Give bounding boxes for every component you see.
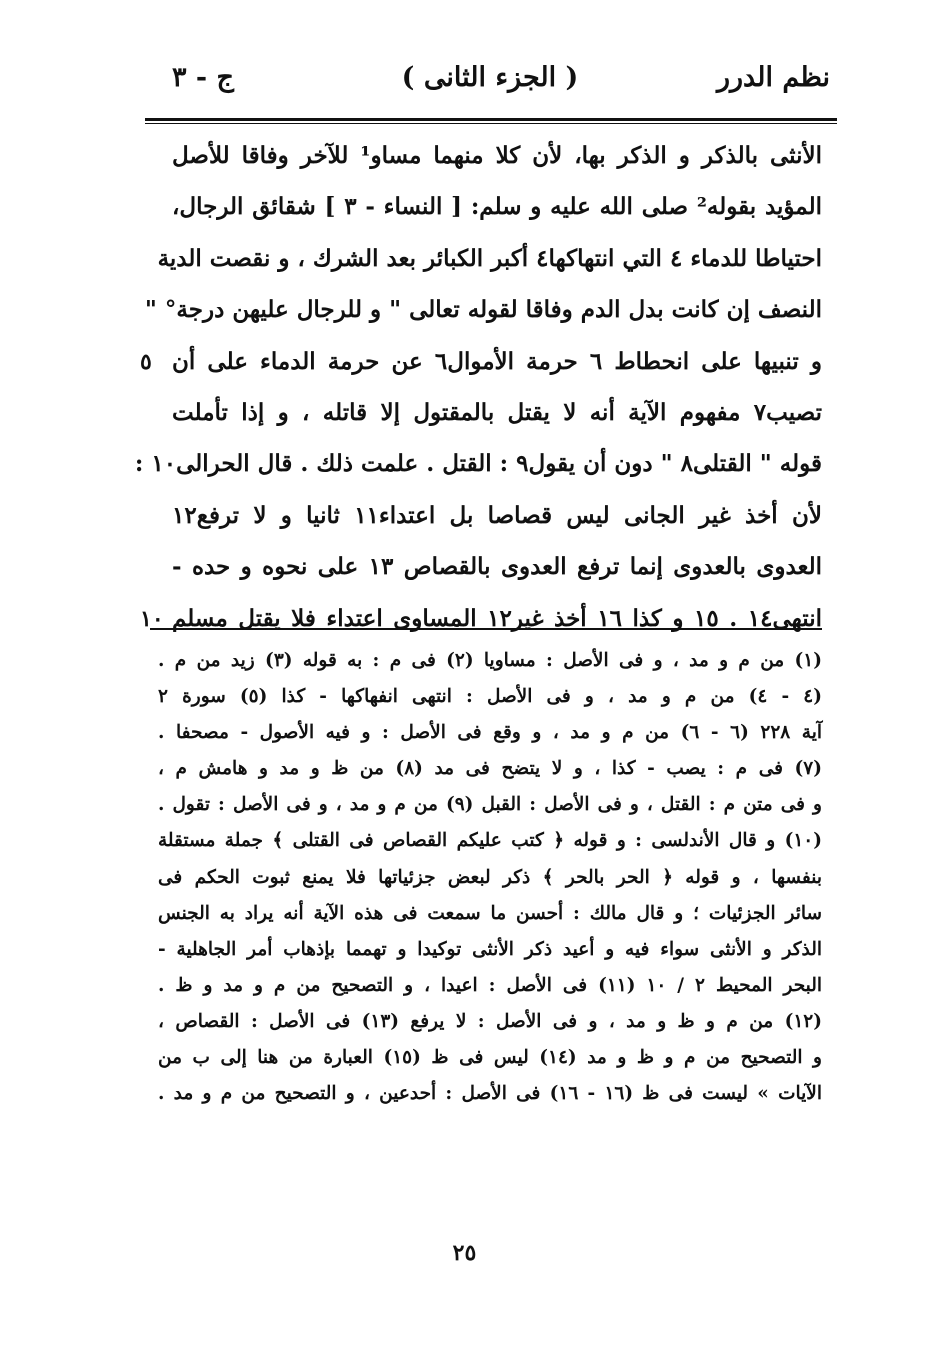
footnote-line: الآيات » ليست فى ظ (١٦ - ١٦) فى الأصل : أحدعين ، و التصحيح من م و مد . — [158, 1083, 822, 1105]
page-header — [150, 62, 830, 108]
footnote-line: و التصحيح من م و ظ و مد (١٤) ليس فى ظ (١٥) العبارة من هنا إلى ب من — [158, 1047, 822, 1069]
text-line: انتهى١٤ . ١٥ و كذا ١٦ أخذ غير١٢ المساوى اعتداء فلا يقتل مسلم — [172, 604, 823, 632]
footnote-line: (٤ - ٤) من م و مد ، و فى الأصل : انتهى انفهاكها - كذا (٥) سورة ٢ — [158, 686, 822, 708]
header-divider — [145, 118, 837, 124]
text-line: قوله " القتلى٨ " دون أن يقول٩ : القتل . علمت ذلك . قال الحرالى١٠ : — [134, 450, 822, 478]
text-line: و تنبيها على انحطاط ٦ حرمة الأموال٦ عن حرمة الدماء على أن — [172, 347, 823, 375]
footnote-line: آية ٢٢٨ (٦ - ٦) من م و مد ، و وقع فى الأصل : و فيه الأصول - مصحفا . — [158, 722, 822, 744]
line-number-5: ٥ — [140, 349, 152, 375]
footnote-line: بنفسها ، و قوله ﴿ الحر بالحر ﴾ ذكر لبعض جزئياتها فلا يمنع ثبوت الحكم فى — [158, 866, 822, 888]
footnote-line: (١) من م و مد ، و فى الأصل : مساويا (٢) فى م : به قوله (٣) زيد من م . — [158, 650, 822, 671]
footnotes — [158, 643, 822, 1112]
book-title: نظم الدرر — [716, 62, 830, 93]
text-line: احتياطا للدماء ٤ التي انتهاكها٤ أكبر الكبائر بعد الشرك ، و نقصت الدية — [157, 244, 822, 272]
page-number: ٢٥ — [452, 1240, 477, 1266]
footnote-line: (٧) فى م : يصب - كذا ، و لا يتضح فى مد (٨) من ظ و مد و هامش م ، — [158, 758, 822, 780]
footnote-line: سائر الجزئيات ؛ و قال مالك : أحسن ما سمعت فى هذه الآية أنه يراد به الجنس — [158, 902, 822, 924]
footnote-line: و فى متن م : القتل ، و فى الأصل : القبل (٩) من م و مد ، و فى الأصل : تقول . — [158, 794, 822, 816]
text-line: لأن أخذ غير الجانى ليس قصاصا بل اعتداء١١ ثانيا و لا ترفع١٢ — [172, 501, 822, 529]
text-line: المؤيد بقوله² صلى الله عليه و سلم: [ النساء - ٣ ] شقائق الرجال، — [172, 193, 823, 221]
text-line: تصيب٧ مفهوم الآية أنه لا يقتل بالمقتول إلا قاتله ، و إذا تأملت — [172, 398, 822, 426]
text-line: النصف إن كانت بدل الدم وفاقا لقوله تعالى " و للرجال عليهن درجة° " — [144, 296, 822, 324]
text-line: العدوى بالعدوى إنما ترفع العدوى بالقصاص ١٣ على نحوه و حده - — [172, 553, 823, 581]
footnote-line: الذكر و الأنثى سواء فيه و أعيد ذكر الأنثى توكيدا و تهمما بإذهاب أمر الجاهلية - — [158, 938, 822, 960]
volume-ref: ج - ٣ — [172, 62, 234, 93]
footnote-line: (١٠) و قال الأندلسى : و قوله ﴿ كتب عليكم القصاص فى القتلى ﴾ جملة مستقلة — [158, 830, 822, 852]
footnote-line: البحر المحيط ٢ / ١٠ (١١) فى الأصل : اعيدا ، و التصحيح من م و مد و ظ . — [158, 974, 822, 996]
text-line: الأنثى بالذكر و الذكر بها، لأن كلا منهما مساو¹ للآخر وفاقا للأصل — [172, 142, 822, 169]
main-text — [134, 130, 823, 644]
line-number-10: ١٠ — [140, 606, 164, 632]
part-label: ( الجزء الثانى ) — [401, 62, 579, 93]
footnote-line: (١٢) من م و ظ و مد ، و فى الأصل : لا يرفع (١٣) فى الأصل : القصاص ، — [158, 1010, 822, 1032]
footnote-divider — [150, 628, 822, 630]
